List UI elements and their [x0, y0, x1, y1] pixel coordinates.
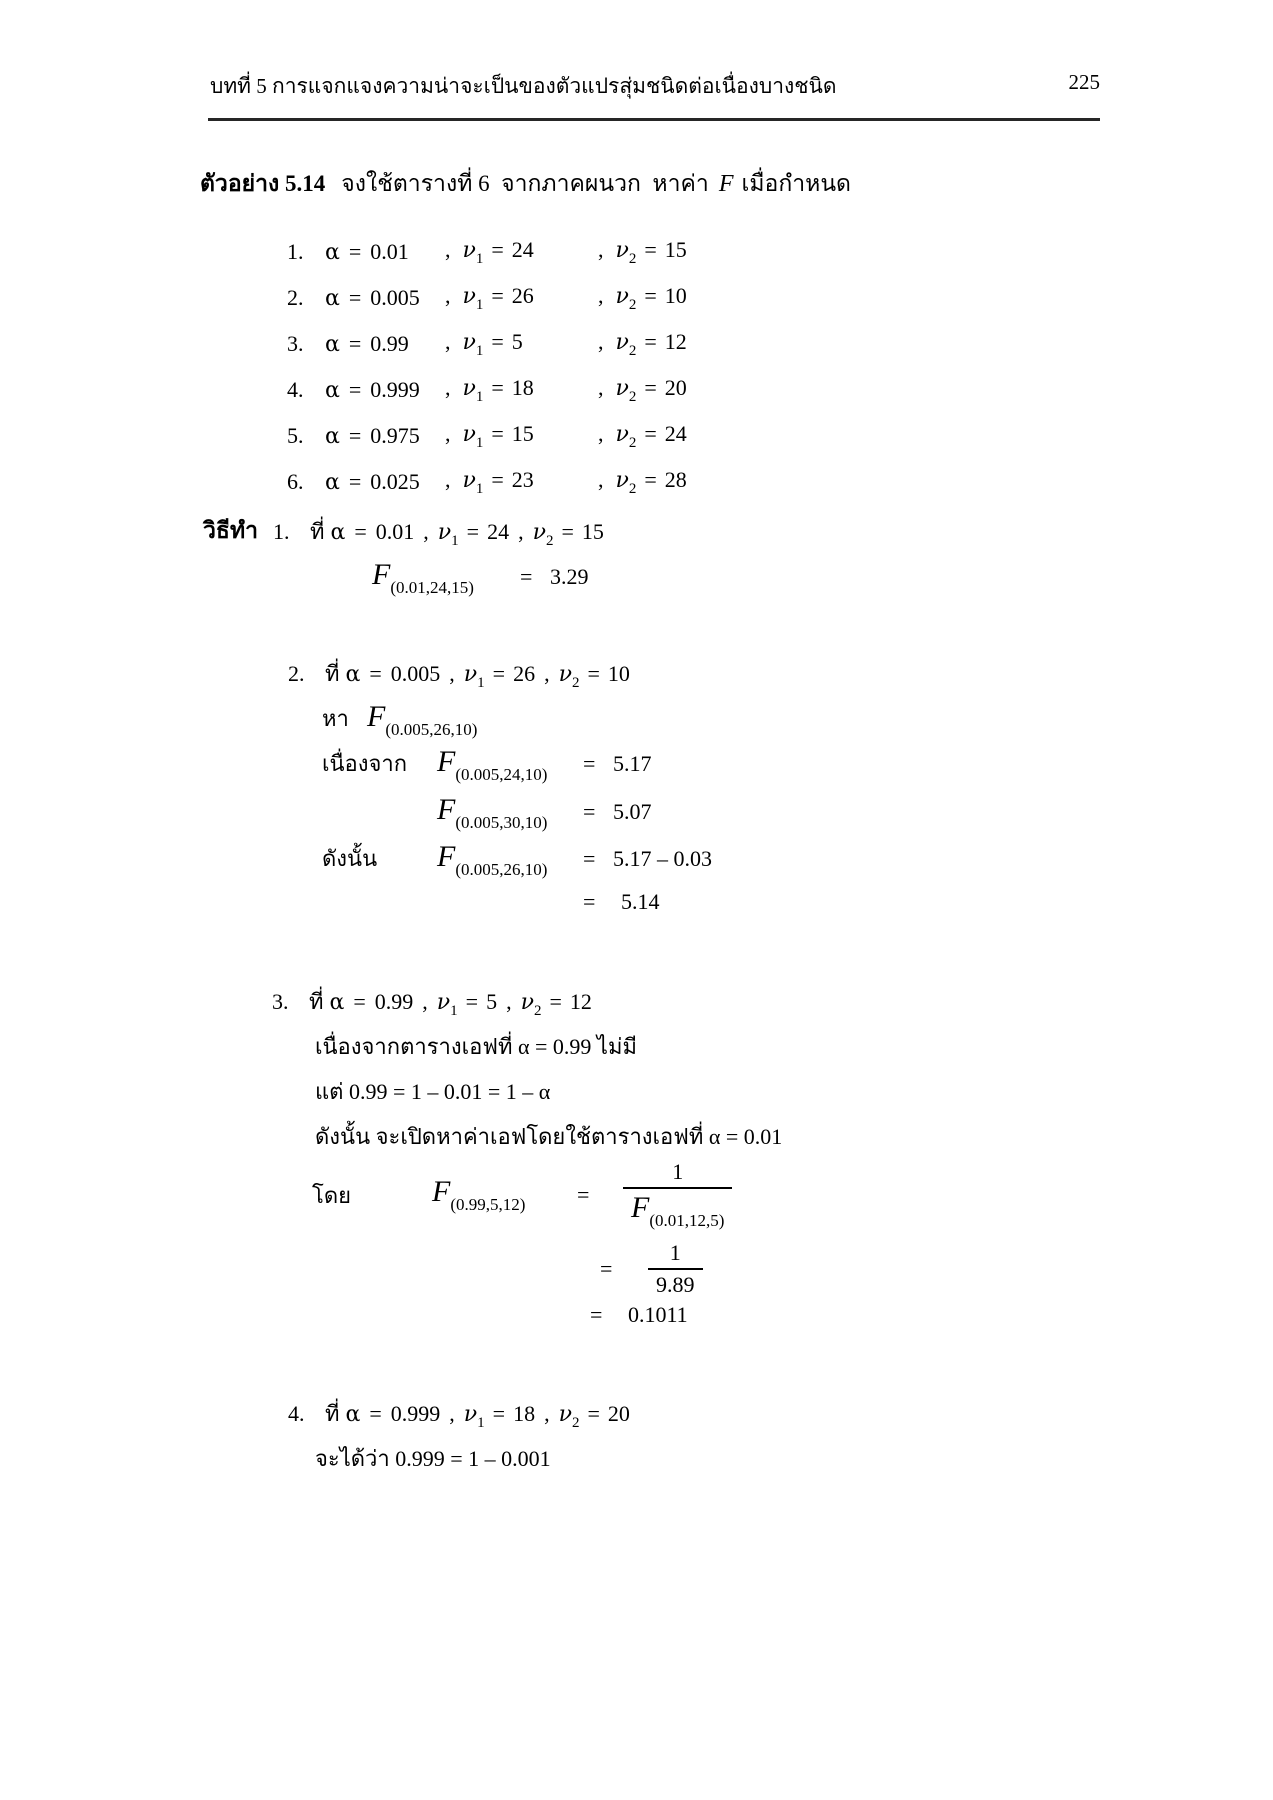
thai-at: ที่ [325, 1401, 340, 1426]
step-3-note-1: เนื่องจากตารางเอฟที่ α = 0.99 ไม่มี [315, 1034, 637, 1059]
equals-sign: = [590, 1302, 603, 1327]
fraction-numerator: 1 [672, 1159, 684, 1184]
nu2-symbol: ν [615, 375, 629, 401]
given-item-5: 5. α = 0.975 , $\nu_1 = 15$ , $\nu_2 = 24$ [287, 420, 687, 451]
alpha-symbol: α [325, 470, 340, 495]
equals-sign: = [587, 661, 600, 686]
equals-sign: = [577, 1182, 590, 1207]
f-symbol: F [631, 1191, 650, 1224]
equals-sign: = [491, 374, 504, 400]
step-3-note-3: ดังนั้น จะเปิดหาค่าเอฟโดยใช้ตารางเอฟที่ α = 0.01 [315, 1124, 783, 1149]
equals-sign: = [465, 989, 479, 1014]
comma: , [544, 661, 550, 686]
f-value: 5.07 [613, 799, 652, 824]
f-expression [437, 793, 583, 833]
comma: , [445, 420, 451, 446]
nu2-symbol: ν [615, 467, 629, 493]
comma: , [598, 374, 604, 400]
nu1-value: 26 [511, 282, 534, 308]
nu2-symbol: ν [615, 421, 629, 447]
alpha-symbol: α [345, 662, 361, 687]
equals-sign: = [583, 889, 596, 914]
comma: , [445, 466, 451, 492]
f-subscript: (0.01,24,15) [390, 578, 474, 597]
equals-sign: = [491, 282, 504, 308]
given-item-6: 6. α = 0.025 , $\nu_1 = 23$ , $\nu_2 = 28$ [287, 466, 687, 497]
step-4-heading: 4. ที่ α = 0.999 , $\nu_1 = 18$ , $\nu_2 = 20$ [288, 1401, 630, 1431]
equals-sign: = [348, 239, 362, 264]
comma: , [449, 1401, 455, 1426]
f-subscript: (0.005,26,10) [385, 720, 478, 739]
nu1-value: 23 [511, 466, 534, 492]
step-number: 2. [288, 661, 305, 686]
f-expression [372, 558, 520, 598]
given-item-4: 4. α = 0.999 , $\nu_1 = 18$ , $\nu_2 = 20$ [287, 374, 687, 405]
equals-sign: = [644, 236, 657, 262]
f-symbol: F [372, 558, 391, 591]
alpha-value: 0.99 [370, 331, 409, 356]
comma: , [423, 519, 429, 544]
equals-sign: = [491, 328, 504, 354]
equals-sign: = [644, 282, 657, 308]
equals-sign: = [348, 377, 362, 402]
nu1-symbol: ν [462, 467, 476, 493]
step-number: 3. [272, 989, 289, 1014]
f-subscript: (0.005,24,10) [455, 765, 548, 784]
fraction-denominator [623, 1187, 732, 1231]
step-3-note-2: แต่ 0.99 = 1 – 0.01 = 1 – α [315, 1079, 551, 1104]
step-2-result-line [583, 889, 660, 915]
solution-label: วิธีทำ [203, 518, 259, 543]
alpha-symbol: α [345, 1402, 361, 1427]
comma: , [544, 1401, 550, 1426]
f-symbol: F [437, 793, 456, 826]
nu1-value: 26 [513, 661, 536, 686]
comma: , [445, 236, 451, 262]
nu2-value: 15 [664, 236, 687, 262]
comma: , [445, 282, 451, 308]
alpha-symbol: α [325, 240, 340, 265]
nu1-symbol: ν [437, 520, 452, 545]
equals-sign: = [491, 236, 504, 262]
nu2-value: 15 [581, 519, 604, 544]
equals-sign: = [492, 661, 506, 686]
alpha-value: 0.99 [374, 989, 414, 1014]
example-prompt: จงใช้ตารางที่ 6 จากภาคผนวก หาค่า [341, 171, 709, 196]
nu2-symbol: ν [520, 990, 534, 1015]
item-number: 4. [287, 377, 304, 402]
equals-sign: = [466, 519, 480, 544]
item-number: 1. [287, 239, 304, 264]
nu1-symbol: ν [462, 375, 476, 401]
nu1-symbol: ν [462, 283, 476, 309]
item-number: 2. [287, 285, 304, 310]
equals-sign: = [491, 466, 504, 492]
f-value: 3.29 [550, 564, 589, 589]
comma: , [598, 236, 604, 262]
nu2-value: 12 [569, 989, 592, 1014]
nu1-value: 24 [487, 519, 510, 544]
example-label: ตัวอย่าง 5.14 [200, 171, 326, 196]
thai-find: หา [322, 706, 349, 731]
nu2-symbol: ν [558, 662, 572, 687]
alpha-value: 0.975 [370, 423, 420, 448]
alpha-symbol: α [325, 424, 340, 449]
alpha-value: 0.999 [390, 1401, 441, 1426]
equals-sign: = [587, 1401, 600, 1426]
given-item-2: 2. α = 0.005 , $\nu_1 = 26$ , $\nu_2 = 10$ [287, 282, 687, 313]
step-1-equation [372, 558, 589, 598]
fraction [648, 1240, 703, 1298]
f-symbol: F [718, 171, 734, 197]
equals-sign: = [644, 466, 657, 492]
equals-sign: = [348, 331, 362, 356]
f-expression [631, 1191, 725, 1230]
thai-because: เนื่องจาก [322, 751, 408, 776]
f-subscript: (0.99,5,12) [450, 1195, 526, 1214]
equals-sign: = [353, 989, 366, 1014]
step-number: 1. [273, 519, 290, 544]
equals-sign: = [369, 1401, 382, 1426]
equals-sign: = [354, 519, 367, 544]
fraction-numerator: 1 [669, 1240, 681, 1265]
nu1-value: 15 [511, 420, 534, 446]
nu1-value: 18 [513, 1401, 536, 1426]
equals-sign: = [549, 989, 562, 1014]
f-subscript: (0.01,12,5) [649, 1211, 725, 1230]
nu1-symbol: ν [463, 662, 478, 687]
header-rule [208, 118, 1100, 121]
page-header [210, 70, 1100, 103]
alpha-symbol: α [325, 286, 340, 311]
item-number: 6. [287, 469, 304, 494]
comma: , [598, 282, 604, 308]
nu2-symbol: ν [615, 329, 629, 355]
equals-sign: = [644, 420, 657, 446]
nu2-value: 24 [664, 420, 687, 446]
page-number: 225 [1068, 70, 1100, 94]
item-number: 5. [287, 423, 304, 448]
nu1-symbol: ν [462, 421, 476, 447]
equals-sign: = [369, 661, 382, 686]
nu2-value: 12 [664, 328, 687, 354]
nu1-symbol: ν [436, 990, 451, 1015]
thai-therefore: ดังนั้น [322, 846, 378, 871]
equals-sign: = [583, 799, 596, 824]
comma: , [445, 374, 451, 400]
step-2-because-line [322, 745, 652, 785]
nu2-symbol: ν [615, 283, 629, 309]
nu1-value: 5 [486, 989, 498, 1014]
step-3-result-line [590, 1302, 688, 1328]
given-item-1: 1. α = 0.01 , $\nu_1 = 24$ , $\nu_2 = 15$ [287, 236, 687, 267]
nu1-value: 5 [511, 328, 523, 354]
f-subscript: (0.005,30,10) [455, 813, 548, 832]
step-2-find-line [322, 700, 477, 740]
alpha-value: 0.025 [370, 469, 420, 494]
example-prompt-tail: เมื่อกำหนด [741, 171, 851, 196]
alpha-symbol: α [329, 990, 345, 1015]
nu1-symbol: ν [462, 329, 476, 355]
alpha-symbol: α [325, 378, 340, 403]
step-3-heading: 3. ที่ α = 0.99 , $\nu_1 = 5$ , $\nu_2 = 12$ [272, 989, 592, 1019]
f-symbol: F [367, 700, 386, 733]
fraction [623, 1159, 732, 1231]
equals-sign: = [644, 374, 657, 400]
f-value: 0.1011 [628, 1302, 688, 1327]
equals-sign: = [644, 328, 657, 354]
equals-sign: = [348, 469, 362, 494]
f-value: 5.17 [613, 751, 652, 776]
nu2-value: 28 [664, 466, 687, 492]
step-3-by-line [312, 1155, 732, 1235]
f-expression [367, 700, 478, 739]
step-2-heading: 2. ที่ α = 0.005 , $\nu_1 = 26$ , $\nu_2 = 10$ [288, 661, 630, 691]
equals-sign: = [348, 285, 362, 310]
nu1-symbol: ν [462, 237, 476, 263]
alpha-value: 0.999 [370, 377, 420, 402]
f-symbol: F [437, 840, 456, 873]
f-value: 5.17 – 0.03 [613, 846, 712, 871]
item-number: 3. [287, 331, 304, 356]
step-1-heading: 1. ที่ α = 0.01 , $\nu_1 = 24$ , $\nu_2 = 15$ [273, 519, 604, 549]
step-2-second-line [437, 793, 652, 833]
equals-sign: = [583, 846, 596, 871]
nu2-value: 10 [664, 282, 687, 308]
comma: , [518, 519, 524, 544]
fraction-denominator: 9.89 [648, 1268, 703, 1298]
nu1-symbol: ν [463, 1402, 478, 1427]
nu1-value: 18 [511, 374, 534, 400]
nu1-value: 24 [511, 236, 534, 262]
nu2-symbol: ν [532, 520, 546, 545]
nu2-value: 10 [607, 661, 630, 686]
f-expression [437, 840, 583, 880]
comma: , [506, 989, 512, 1014]
thai-at: ที่ [309, 989, 324, 1014]
thai-by: โดย [312, 1182, 351, 1208]
f-value: 5.14 [621, 889, 660, 914]
given-item-3: 3. α = 0.99 , $\nu_1 = 5$ , $\nu_2 = 12$ [287, 328, 687, 359]
f-symbol: F [437, 745, 456, 778]
f-subscript: (0.005,26,10) [455, 860, 548, 879]
thai-at: ที่ [325, 661, 340, 686]
equals-sign: = [600, 1256, 613, 1281]
example-title [200, 166, 851, 202]
comma: , [598, 328, 604, 354]
f-expression [432, 1175, 577, 1215]
equals-sign: = [491, 420, 504, 446]
comma: , [449, 661, 455, 686]
alpha-value: 0.01 [375, 519, 415, 544]
comma: , [445, 328, 451, 354]
nu2-symbol: ν [558, 1402, 572, 1427]
equals-sign: = [492, 1401, 506, 1426]
comma: , [598, 420, 604, 446]
nu2-value: 20 [607, 1401, 630, 1426]
given-list [287, 229, 687, 505]
nu2-value: 20 [664, 374, 687, 400]
step-3-frac2-line [600, 1238, 703, 1300]
thai-at: ที่ [310, 519, 325, 544]
alpha-value: 0.01 [370, 239, 409, 264]
alpha-symbol: α [330, 520, 346, 545]
alpha-value: 0.005 [370, 285, 420, 310]
equals-sign: = [583, 751, 596, 776]
f-expression [437, 745, 583, 785]
nu2-symbol: ν [615, 237, 629, 263]
f-symbol: F [432, 1175, 451, 1208]
step-2-therefore-line [322, 840, 712, 880]
comma: , [598, 466, 604, 492]
step-4-note: จะได้ว่า 0.999 = 1 – 0.001 [315, 1446, 551, 1471]
comma: , [422, 989, 428, 1014]
equals-sign: = [561, 519, 574, 544]
chapter-title: บทที่ 5 การแจกแจงความน่าจะเป็นของตัวแปรสุ่มชนิดต่อเนื่องบางชนิด [210, 74, 837, 98]
equals-sign: = [520, 564, 533, 589]
step-number: 4. [288, 1401, 305, 1426]
alpha-value: 0.005 [390, 661, 441, 686]
equals-sign: = [348, 423, 362, 448]
alpha-symbol: α [325, 332, 340, 357]
